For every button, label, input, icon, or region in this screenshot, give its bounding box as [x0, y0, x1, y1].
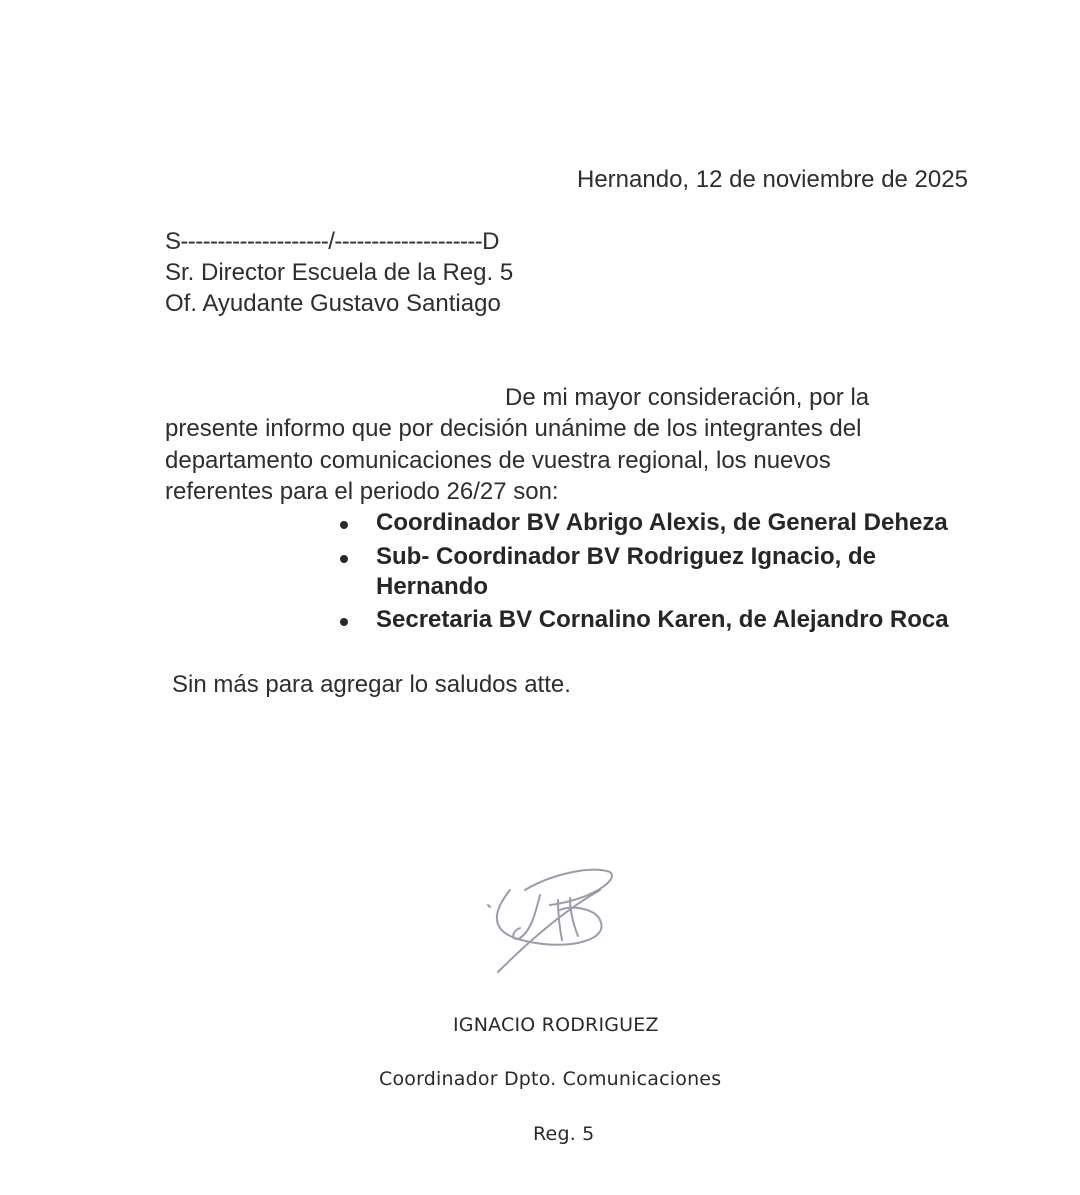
- signature-icon: [470, 860, 630, 980]
- bullet-icon: [340, 618, 348, 626]
- signatory-name: IGNACIO RODRIGUEZ: [453, 1014, 659, 1036]
- signatory-title: Coordinador Dpto. Comunicaciones: [379, 1068, 722, 1090]
- recipient-line-1: Sr. Director Escuela de la Reg. 5: [165, 259, 514, 286]
- place-date: Hernando, 12 de noviembre de 2025: [577, 166, 968, 193]
- bullet-icon: [340, 521, 348, 529]
- bullet-icon: [340, 555, 348, 563]
- body-line-2: presente informo que por decisión unánime de los integrantes del: [165, 415, 862, 442]
- recipient-line-2: Of. Ayudante Gustavo Santiago: [165, 290, 501, 317]
- body-line-3: departamento comunicaciones de vuestra regional, los nuevos: [165, 447, 831, 474]
- body-line-4: referentes para el periodo 26/27 son:: [165, 478, 559, 505]
- referent-secretaria: Secretaria BV Cornalino Karen, de Alejandro Roca: [376, 606, 949, 633]
- referent-subcoordinador: Sub- Coordinador BV Rodriguez Ignacio, de: [376, 543, 877, 570]
- closing-line: Sin más para agregar lo saludos atte.: [172, 671, 571, 698]
- signatory-region: Reg. 5: [533, 1123, 595, 1145]
- referent-coordinador: Coordinador BV Abrigo Alexis, de General Deheza: [376, 509, 948, 536]
- salutation-line: S--------------------/--------------------D: [165, 228, 499, 255]
- body-line-1: De mi mayor consideración, por la: [505, 384, 870, 411]
- referent-subcoordinador-cont: Hernando: [376, 573, 489, 600]
